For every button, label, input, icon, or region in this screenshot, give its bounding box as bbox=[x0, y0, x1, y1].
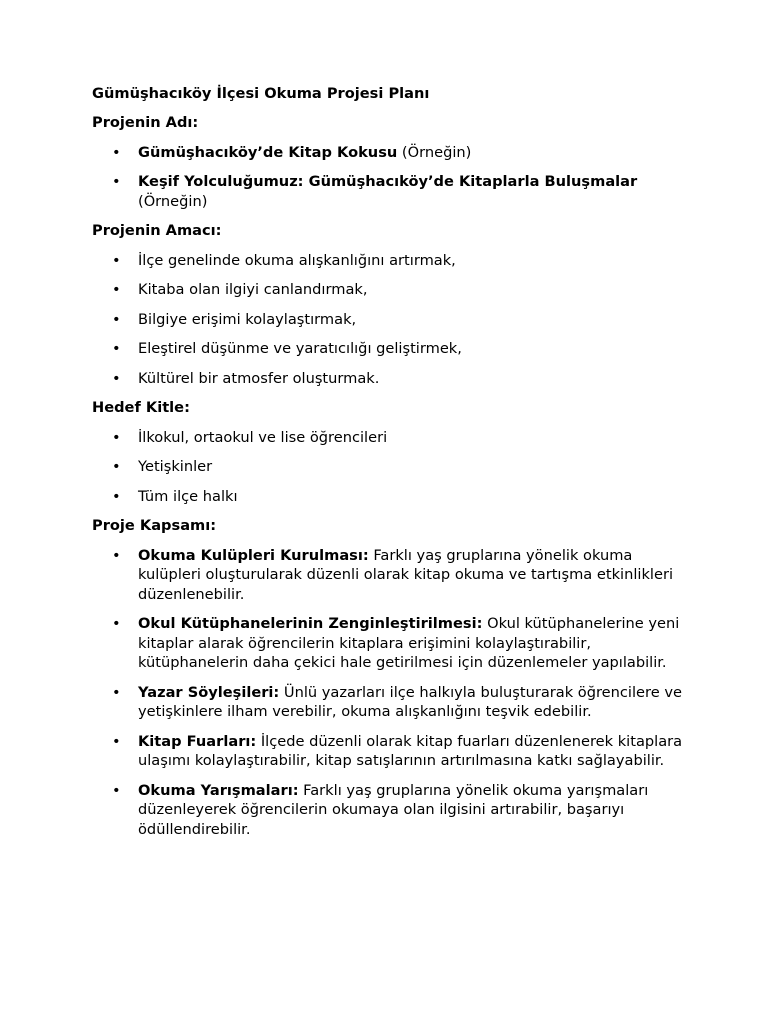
list-item: • Bilgiye erişimi kolaylaştırmak, bbox=[112, 310, 357, 328]
list-item: • Okuma Kulüpleri Kurulması: Farklı yaş gruplarına yönelik okuma kulüpleri oluşturularak düzenli olarak kitap okuma ve tartışma etkinlikleri düzenlenebilir. bbox=[112, 546, 673, 603]
list-item: • Okul Kütüphanelerinin Zenginleştirilmesi: Okul kütüphanelerine yeni kitaplar alarak öğrencilerin kitaplara erişimini kolaylaştırabilir, kütüphanelerin daha çekici hale getirilmesi için düzenlemeler yapılabilir. bbox=[112, 615, 680, 671]
bullet-icon: • bbox=[112, 251, 121, 269]
bullet-icon: • bbox=[112, 732, 121, 750]
name-list bbox=[92, 143, 692, 212]
bullet-icon: • bbox=[112, 683, 121, 701]
list-item: • İlkokul, ortaokul ve lise öğrencileri bbox=[112, 428, 388, 446]
list-item: • Yetişkinler bbox=[112, 458, 213, 475]
list-item: • Tüm ilçe halkı bbox=[112, 487, 238, 505]
document-title: Gümüşhacıköy İlçesi Okuma Projesi Planı bbox=[92, 85, 430, 102]
list-item: • Eleştirel düşünme ve yaratıcılığı geliştirmek, bbox=[112, 340, 462, 357]
list-item: • Kitaba olan ilgiyi canlandırmak, bbox=[112, 281, 368, 298]
list-item: • Yazar Söyleşileri: Ünlü yazarları ilçe halkıyla buluşturarak öğrencilere ve yetişkinlere ilham verebilir, okuma alışkanlığını teşvik edebilir. bbox=[112, 683, 682, 720]
bullet-icon: • bbox=[112, 281, 121, 298]
list-item: • Kitap Fuarları: İlçede düzenli olarak kitap fuarları düzenlenerek kitaplara ulaşımı kolaylaştırabilir, kitap satışlarının artırılmasına katkı sağlayabilir. bbox=[112, 732, 683, 769]
list-item: • İlçe genelinde okuma alışkanlığını artırmak, bbox=[112, 251, 456, 269]
section-heading-name: Projenin Adı: bbox=[92, 114, 199, 131]
bullet-icon: • bbox=[112, 340, 121, 357]
document-page bbox=[92, 84, 692, 849]
list-item: • Gümüşhacıköy’de Kitap Kokusu (Örneğin) bbox=[112, 143, 472, 161]
audience-list bbox=[92, 428, 692, 507]
bullet-icon: • bbox=[112, 546, 121, 564]
list-item: • Kültürel bir atmosfer oluşturmak. bbox=[112, 369, 380, 387]
bullet-icon: • bbox=[112, 428, 121, 446]
bullet-icon: • bbox=[112, 615, 121, 632]
bullet-icon: • bbox=[112, 458, 121, 475]
bullet-icon: • bbox=[112, 487, 121, 505]
section-heading-scope: Proje Kapsamı: bbox=[92, 517, 217, 534]
section-heading-purpose: Projenin Amacı: bbox=[92, 222, 222, 239]
bullet-icon: • bbox=[112, 369, 121, 387]
list-item: • Keşif Yolculuğumuz: Gümüşhacıköy’de Kitaplarla Buluşmalar (Örneğin) bbox=[112, 173, 638, 210]
purpose-list bbox=[92, 251, 692, 389]
bullet-icon: • bbox=[112, 310, 121, 328]
list-item: • Okuma Yarışmaları: Farklı yaş gruplarına yönelik okuma yarışmaları düzenleyerek öğrencilerin okumaya olan ilgisini artırabilir, başarıyı ödüllendirebilir. bbox=[112, 781, 649, 838]
bullet-icon: • bbox=[112, 781, 121, 799]
bullet-icon: • bbox=[112, 143, 121, 161]
section-heading-audience: Hedef Kitle: bbox=[92, 399, 190, 416]
bullet-icon: • bbox=[112, 173, 121, 190]
scope-list bbox=[92, 546, 692, 840]
